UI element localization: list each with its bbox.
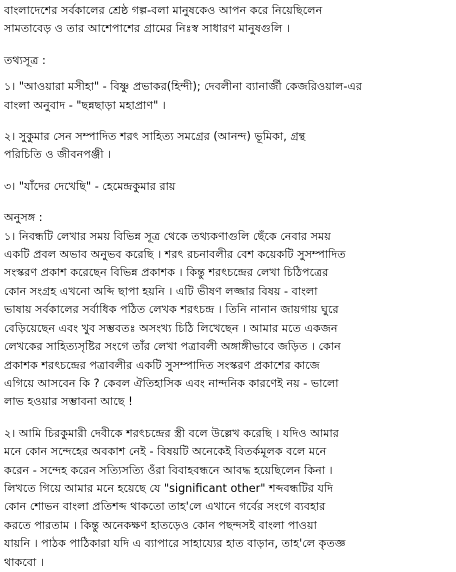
text-line: ২। আমি চিরকুমারী দেবীকে শরৎচন্দ্রের স্ত্রী বলে উল্লেখ করেছি । যদিও আমার	[4, 426, 339, 440]
text-line: কোন সংগ্রহ এখনো অব্দি ছাপা হয়নি । এটি ভীষণ লজ্জার বিষয় - বাংলা	[4, 284, 318, 298]
sources-heading: তথ্যসূত্র :	[4, 53, 46, 67]
text-line: এগিয়ে আসবেন কি ? কেবল ঐতিহাসিক এবং নান্দনিক কারণেই নয় - ভালো	[4, 376, 339, 390]
text-line: ২। সুকুমার সেন সম্পাদিত শরৎ সাহিত্য সমগ্রের (আনন্দ) ভূমিকা, গ্রন্থ	[4, 130, 306, 144]
source-item-2	[4, 128, 450, 165]
text-line: পরিচিতি ও জীবনপঞ্জী ।	[4, 148, 112, 162]
text-line: ১। নিবন্ধটি লেখার সময় বিভিন্ন সূত্র থেকে তথ্যকণাগুলি ছেঁকে নেবার সময়	[4, 229, 331, 243]
text-line: বাংলাদেশের সর্বকালের শ্রেষ্ঠ গল্প-বলা মানুষকেও আপন করে নিয়েছিলেন	[4, 4, 323, 17]
notes-heading: অনুসঙ্গ :	[4, 211, 43, 225]
text-line: বেড়িয়েছেন এবং খুব সম্ভবতঃ অসংখ্য চিঠি লিখেছেন । আমার মতে একজন	[4, 321, 338, 335]
text-line: করতে পারতাম । কিন্তু অনেকক্ষণ হাতড়েও কোন পছন্দসই বাংলা পাওয়া	[4, 518, 317, 532]
text-line: সংস্করণ প্রকাশ করেছেন বিভিন্ন প্রকাশক । কিন্তু শরৎচন্দ্রের লেখা চিঠিপত্রের	[4, 266, 329, 280]
text-line: ৩। "যাঁদের দেখেছি" - হেমেন্দ্রকুমার রায়	[4, 179, 176, 193]
text-line: লিখতে গিয়ে আমার মনে হয়েছে যে "significant other" শব্দবন্ধটির যদি	[4, 481, 334, 495]
source-item-1	[4, 78, 450, 115]
text-line: করেন - সন্দেহ করেন সত্যিসত্যি ওঁরা বিবাহবন্ধনে আবদ্ধ হয়েছিলেন কিনা ।	[4, 463, 333, 477]
text-line: ১। "আওয়ারা মসীহা" - বিষ্ণু প্রভাকর(হিন্দী); দেবলীনা ব্যানার্জী কেজরিওয়াল-এর	[4, 80, 363, 94]
source-item-3	[4, 178, 450, 196]
text-line: ভাষায় সর্বকালের সর্বাধিক পঠিত লেখক শরৎচন্দ্র । তিনি নানান জায়গায় ঘুরে	[4, 303, 339, 317]
text-line: প্রকাশক শরৎচন্দ্রের পত্রাবলীর একটি সুসম্পাদিত সংস্করণ প্রকাশের কাজে	[4, 358, 320, 372]
text-line: সামতাবেড় ও তার আশেপাশের গ্রামের নিঃস্ব সাধারণ মানুষগুলি ।	[4, 22, 290, 36]
text-line: বাংলা অনুবাদ - "ছন্নছাড়া মহাপ্রাণ" ।	[4, 98, 166, 112]
note-item-2	[4, 425, 450, 572]
text-line: কোন শোভন বাংলা প্রতিশব্দ থাকতো তাহ'লে এখানে গর্বের সংগে ব্যবহার	[4, 500, 326, 514]
text-line: থাকবো ।	[4, 555, 44, 569]
text-line: লাভ হওয়ার সম্ভাবনা আছে !	[4, 395, 133, 409]
text-line: মনে কোন সন্দেহের অবকাশ নেই - বিষয়টি অনেকেই বিতর্কমূলক বলে মনে	[4, 445, 327, 459]
text-line: একটি প্রবল অভাব অনুভব করেছি । শরৎ রচনাবলীর বেশ কয়েকটি সুসম্পাদিত	[4, 248, 346, 262]
intro-paragraph	[4, 2, 450, 39]
note-item-1	[4, 228, 450, 412]
text-line: লেখকের সাহিত্যসৃষ্টির সংগে তাঁর লেখা পত্রাবলী অঙ্গাঙ্গীভাবে জড়িত । কোন	[4, 340, 341, 354]
text-line: যায়নি । পাঠক পাঠিকারা যদি এ ব্যাপারে সাহায্যের হাত বাড়ান, তাহ'লে কৃতজ্ঞ	[4, 537, 346, 551]
